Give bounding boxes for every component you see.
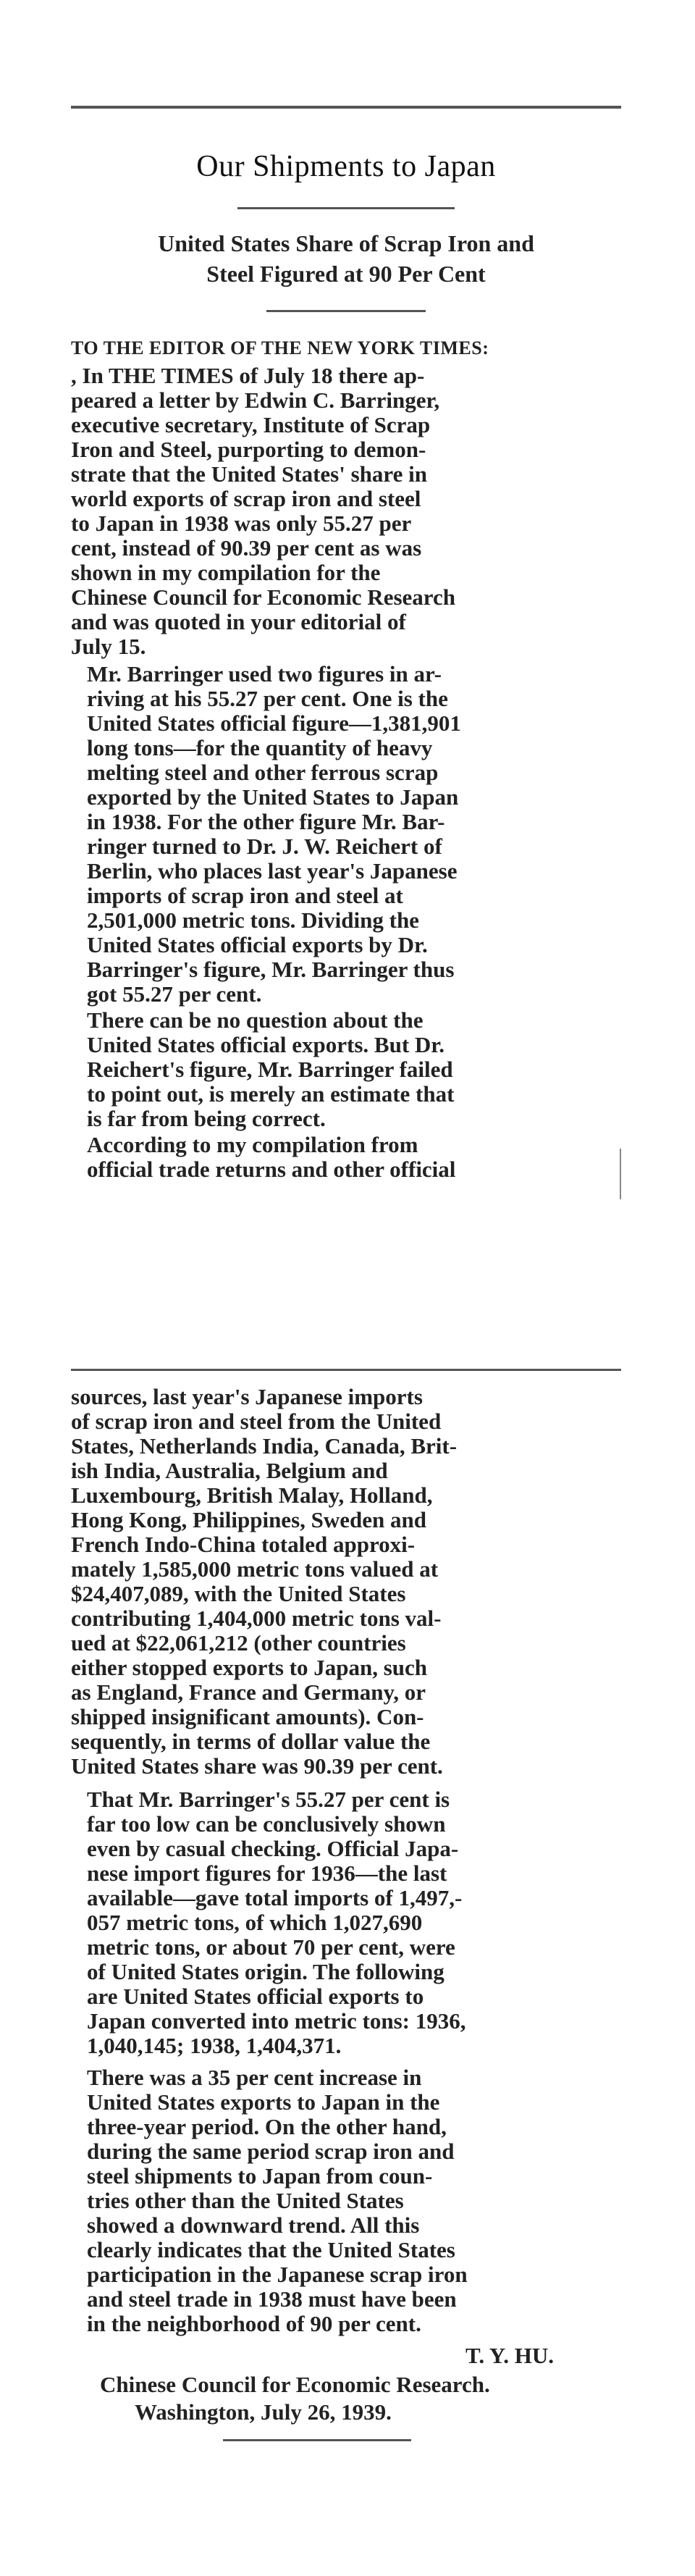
clip2-top-rule (71, 1369, 621, 1371)
text-line: riving at his 55.27 per cent. One is the (87, 686, 448, 711)
text-line: Berlin, who places last year's Japanese (87, 858, 458, 884)
paragraph-5 (71, 1385, 615, 1779)
text-line: either stopped exports to Japan, such (71, 1655, 428, 1680)
text-line: executive secretary, Institute of Scrap (71, 412, 431, 437)
text-line: of United States origin. The following (87, 1959, 445, 1984)
text-line: showed a downward trend. All this (87, 2212, 420, 2238)
text-line: clearly indicates that the United States (87, 2237, 455, 2262)
text-line: as England, France and Germany, or (71, 1679, 426, 1705)
text-line: sources, last year's Japanese imports (71, 1384, 423, 1409)
text-line: three-year period. On the other hand, (87, 2114, 447, 2139)
headline: Our Shipments to Japan (196, 150, 496, 183)
text-line: United States official figure—1,381,901 (87, 710, 461, 736)
text-line: mately 1,585,000 metric tons valued at (71, 1556, 439, 1582)
text-line: Iron and Steel, purporting to demon- (71, 437, 426, 462)
text-line: Luxembourg, British Malay, Holland, (71, 1482, 433, 1508)
text-line: shown in my compilation for the (71, 560, 381, 585)
text-line: shipped insignificant amounts). Con- (71, 1704, 424, 1729)
text-line: Hong Kong, Philippines, Sweden and (71, 1507, 426, 1532)
text-line: and was quoted in your editorial of (71, 609, 406, 634)
text-line: imports of scrap iron and steel at (87, 883, 403, 908)
signature-name: T. Y. HU. (466, 2343, 555, 2368)
paragraph-2 (71, 662, 615, 1007)
subhead-line-1: United States Share of Scrap Iron and (158, 230, 534, 256)
text-line: There can be no question about the (87, 1007, 424, 1033)
text-line: world exports of scrap iron and steel (71, 486, 421, 511)
text-line: strate that the United States' share in (71, 461, 427, 487)
text-line: metric tons, or about 70 per cent, were (87, 1934, 455, 1960)
text-line: There was a 35 per cent increase in (87, 2065, 422, 2090)
text-line: French Indo-China totaled approxi- (71, 1532, 416, 1557)
text-line: United States official exports by Dr. (87, 932, 428, 957)
text-line: in 1938. For the other figure Mr. Bar- (87, 809, 445, 834)
paragraph-3 (71, 1008, 615, 1131)
text-line: Japan converted into metric tons: 1936, (87, 2008, 466, 2034)
text-line: is far from being correct. (87, 1106, 326, 1131)
text-line: 057 metric tons, of which 1,027,690 (87, 1910, 423, 1935)
text-line: 1,040,145; 1938, 1,404,371. (87, 2033, 342, 2058)
text-line: ish India, Australia, Belgium and (71, 1458, 388, 1483)
text-line: Reichert's figure, Mr. Barringer failed (87, 1057, 453, 1082)
clipping-part-2 (71, 1369, 621, 2502)
paragraph-4 (71, 1133, 615, 1182)
salutation: TO THE EDITOR OF THE NEW YORK TIMES: (71, 337, 489, 358)
text-line: steel shipments to Japan from coun- (87, 2163, 433, 2189)
text-line: That Mr. Barringer's 55.27 per cent is (87, 1787, 450, 1812)
text-line: Mr. Barringer used two figures in ar- (87, 661, 442, 687)
subhead-divider (266, 310, 426, 312)
text-line: United States official exports. But Dr. (87, 1032, 445, 1057)
text-line: participation in the Japanese scrap iron (87, 2262, 468, 2287)
text-line: exported by the United States to Japan (87, 784, 459, 810)
clip-edge (620, 1149, 621, 1199)
bottom-divider (223, 2439, 411, 2441)
text-line: Chinese Council for Economic Research (71, 584, 455, 610)
clipping-part-1 (71, 106, 621, 1204)
text-line: United States share was 90.39 per cent. (71, 1753, 443, 1779)
text-line: are United States official exports to (87, 1984, 424, 2009)
text-line: According to my compilation from (87, 1132, 418, 1157)
paragraph-7 (71, 2065, 615, 2336)
text-line: ringer turned to Dr. J. W. Reichert of (87, 834, 442, 859)
text-line: sequently, in terms of dollar value the (71, 1729, 431, 1754)
text-line: available—gave total imports of 1,497,- (87, 1885, 463, 1910)
text-line: in the neighborhood of 90 per cent. (87, 2311, 421, 2336)
headline-divider (237, 207, 455, 209)
text-line: $24,407,089, with the United States (71, 1581, 406, 1606)
top-rule (71, 106, 621, 109)
text-line: United States exports to Japan in the (87, 2089, 440, 2115)
text-line: cent, instead of 90.39 per cent as was (71, 535, 422, 561)
text-line: far too low can be conclusively shown (87, 1811, 446, 1837)
text-line: , In THE TIMES of July 18 there ap- (71, 363, 425, 388)
text-line: of scrap iron and steel from the United (71, 1409, 442, 1434)
text-line: long tons—for the quantity of heavy (87, 735, 433, 760)
text-line: July 15. (71, 634, 146, 659)
text-line: to point out, is merely an estimate that (87, 1081, 455, 1107)
text-line: peared a letter by Edwin C. Barringer, (71, 387, 440, 413)
signature-place-date: Washington, July 26, 1939. (135, 2399, 392, 2425)
text-line: contributing 1,404,000 metric tons val- (71, 1606, 442, 1631)
text-line: official trade returns and other official (87, 1157, 456, 1182)
paragraph-1 (71, 364, 615, 659)
text-line: got 55.27 per cent. (87, 981, 262, 1007)
text-line: during the same period scrap iron and (87, 2139, 455, 2164)
text-line: ued at $22,061,212 (other countries (71, 1630, 406, 1656)
text-line: tries other than the United States (87, 2188, 404, 2213)
text-line: even by casual checking. Official Japa- (87, 1836, 459, 1861)
text-line: States, Netherlands India, Canada, Brit- (71, 1433, 458, 1459)
text-line: 2,501,000 metric tons. Dividing the (87, 907, 419, 933)
text-line: Barringer's figure, Mr. Barringer thus (87, 957, 455, 982)
text-line: and steel trade in 1938 must have been (87, 2286, 457, 2312)
signature-org: Chinese Council for Economic Research. (100, 2372, 490, 2397)
paragraph-6 (71, 1787, 615, 2058)
subhead-line-2: Steel Figured at 90 Per Cent (206, 261, 486, 287)
text-line: nese import figures for 1936—the last (87, 1860, 447, 1886)
text-line: to Japan in 1938 was only 55.27 per (71, 511, 412, 536)
text-line: melting steel and other ferrous scrap (87, 760, 439, 785)
